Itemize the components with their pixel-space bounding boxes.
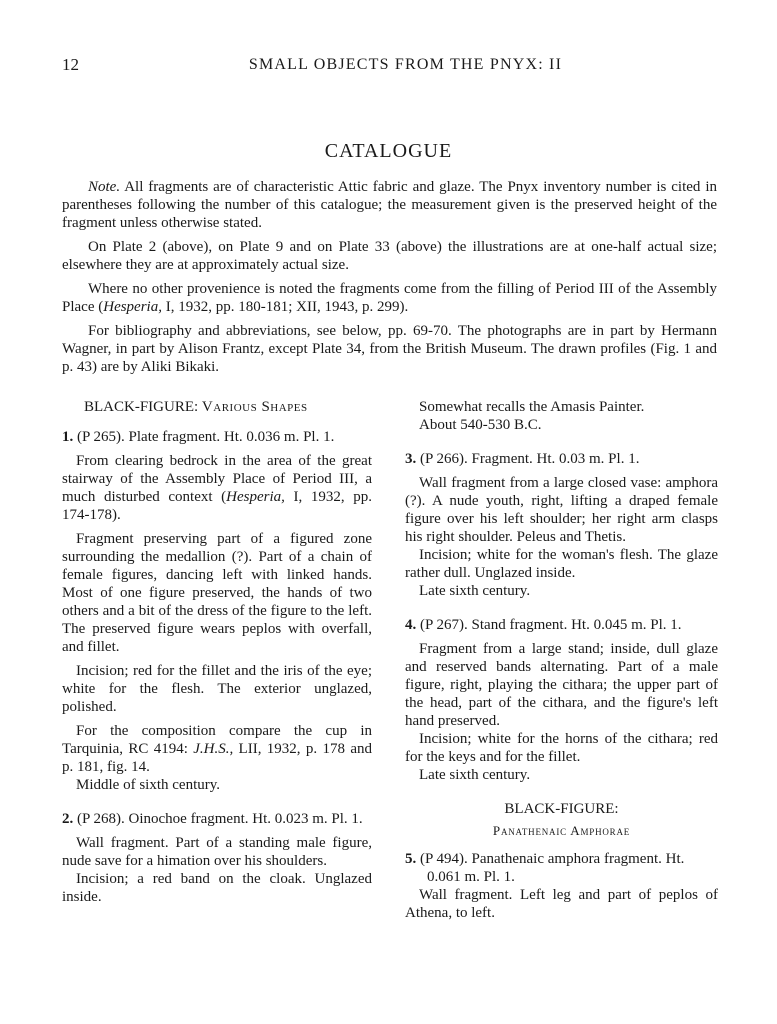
entry-head-text: (P 266). Fragment. Ht. 0.03 m. Pl. 1. [420, 451, 640, 467]
page-number: 12 [62, 55, 79, 74]
entry-number: 5. [405, 851, 417, 867]
entry-3-heading [405, 450, 718, 468]
provenience-text-end: I, 1932, pp. 180-181; XII, 1943, p. 299). [161, 299, 409, 315]
entry-number: 3. [405, 451, 417, 467]
entry-1-date: Middle of sixth century. [76, 777, 221, 793]
intro-notes [62, 178, 717, 382]
entry-4-technique: Incision; white for the horns of the cithara; red for the keys and for the fillet. [405, 731, 718, 765]
entry-2-date: About 540-530 B.C. [419, 417, 542, 433]
context-journal: Hesperia, [226, 489, 285, 505]
entry-2-continuation: Somewhat recalls the Amasis Painter. [419, 399, 645, 415]
entry-1-heading [62, 428, 372, 446]
entry-3-description: Wall fragment from a large closed vase: amphora (?). A nude youth, right, lifting a draped female figure over his left shoulder; her right arm clasps his right shoulder. Peleus and Thetis. [405, 475, 718, 545]
catalogue-title: CATALOGUE [324, 140, 453, 162]
entry-2-description: Wall fragment. Part of a standing male figure, nude save for a himation over his shoulders. [62, 835, 372, 869]
entry-5-heading [405, 850, 718, 886]
note-text: All fragments are of characteristic Attic fabric and glaze. The Pnyx inventory number is cited in parentheses following the number of this catalogue; the measurement given is the preserved height of the fragment unless otherwise stated. [62, 179, 717, 231]
entry-head-text: (P 494). Panathenaic amphora fragment. Ht. 0.061 m. Pl. 1. [420, 851, 685, 885]
entry-5-description: Wall fragment. Left leg and part of peplos of Athena, to left. [405, 887, 718, 921]
entry-1-description: Fragment preserving part of a figured zone surrounding the medallion (?). Part of a chain of female figures, dancing left with linked hands. Most of one figure preserved, the hands of two others and a bit of the dress of the figure to the left. The preserved figure wears peplos with overfall, and fillet. [62, 531, 372, 655]
entry-3-technique: Incision; white for the woman's flesh. The glaze rather dull. Unglazed inside. [405, 547, 718, 581]
entry-head-text: (P 268). Oinochoe fragment. Ht. 0.023 m. Pl. 1. [77, 811, 363, 827]
entry-4-description: Fragment from a large stand; inside, dull glaze and reserved bands alternating. Part of a male figure, right, playing the cithara; the upper part of the head, part of the cithara, and the figure's left hand preserved. [405, 641, 718, 729]
provenience-journal: Hesperia, [103, 299, 162, 315]
note-paragraph [62, 178, 717, 232]
plates-paragraph: On Plate 2 (above), on Plate 9 and on Plate 33 (above) the illustrations are at one-half actual size; elsewhere they are at approximately actual size. [62, 239, 717, 273]
entry-1-comparison [62, 722, 372, 776]
comparison-text-end: LII, 1932, p. 178 and p. 181, fig. 14. [62, 741, 372, 775]
entry-2-heading [62, 810, 372, 828]
section-title: BLACK-FIGURE: [84, 399, 199, 415]
provenience-paragraph [62, 280, 717, 316]
page-header [62, 56, 719, 78]
provenience-text: Where no other provenience is noted the fragments come from the filling of Period III of the Assembly Place ( [62, 281, 717, 315]
entry-number: 2. [62, 811, 74, 827]
entry-4-date: Late sixth century. [419, 767, 531, 783]
section-heading-various-shapes [84, 398, 372, 416]
entry-head-text: (P 265). Plate fragment. Ht. 0.036 m. Pl. 1. [77, 429, 335, 445]
entry-2-technique: Incision; a red band on the cloak. Unglazed inside. [62, 871, 372, 905]
section-heading-panathenaic: BLACK-FIGURE: [504, 801, 619, 817]
right-column [405, 398, 718, 922]
entry-number: 1. [62, 429, 74, 445]
entry-3-date: Late sixth century. [419, 583, 531, 599]
entry-1-context [62, 452, 372, 524]
entry-number: 4. [405, 617, 417, 633]
entry-head-text: (P 267). Stand fragment. Ht. 0.045 m. Pl. 1. [420, 617, 682, 633]
context-text-end: I, 1932, pp. 174-178). [62, 489, 373, 523]
left-column [62, 398, 372, 906]
section-subtitle: Various Shapes [201, 399, 308, 415]
section-subtitle-panathenaic: Panathenaic Amphorae [492, 823, 631, 838]
running-head: SMALL OBJECTS FROM THE PNYX: II [248, 56, 563, 73]
entry-4-heading [405, 616, 718, 634]
comparison-text: For the composition compare the cup in Tarquinia, RC 4194: [62, 723, 372, 757]
entry-1-technique: Incision; red for the fillet and the iris of the eye; white for the flesh. The exterior unglazed, polished. [62, 663, 372, 715]
note-label: Note. [88, 179, 121, 195]
context-text: From clearing bedrock in the area of the great stairway of the Assembly Place of Period III, a much disturbed context ( [62, 453, 372, 505]
bibliography-paragraph: For bibliography and abbreviations, see below, pp. 69-70. The photographs are in part by Hermann Wagner, in part by Alison Frantz, except Plate 34, from the British Museum. The drawn profiles (Fig. 1 and p. 43) are by Aliki Bikaki. [62, 323, 717, 375]
comparison-journal: J.H.S., [193, 741, 234, 757]
